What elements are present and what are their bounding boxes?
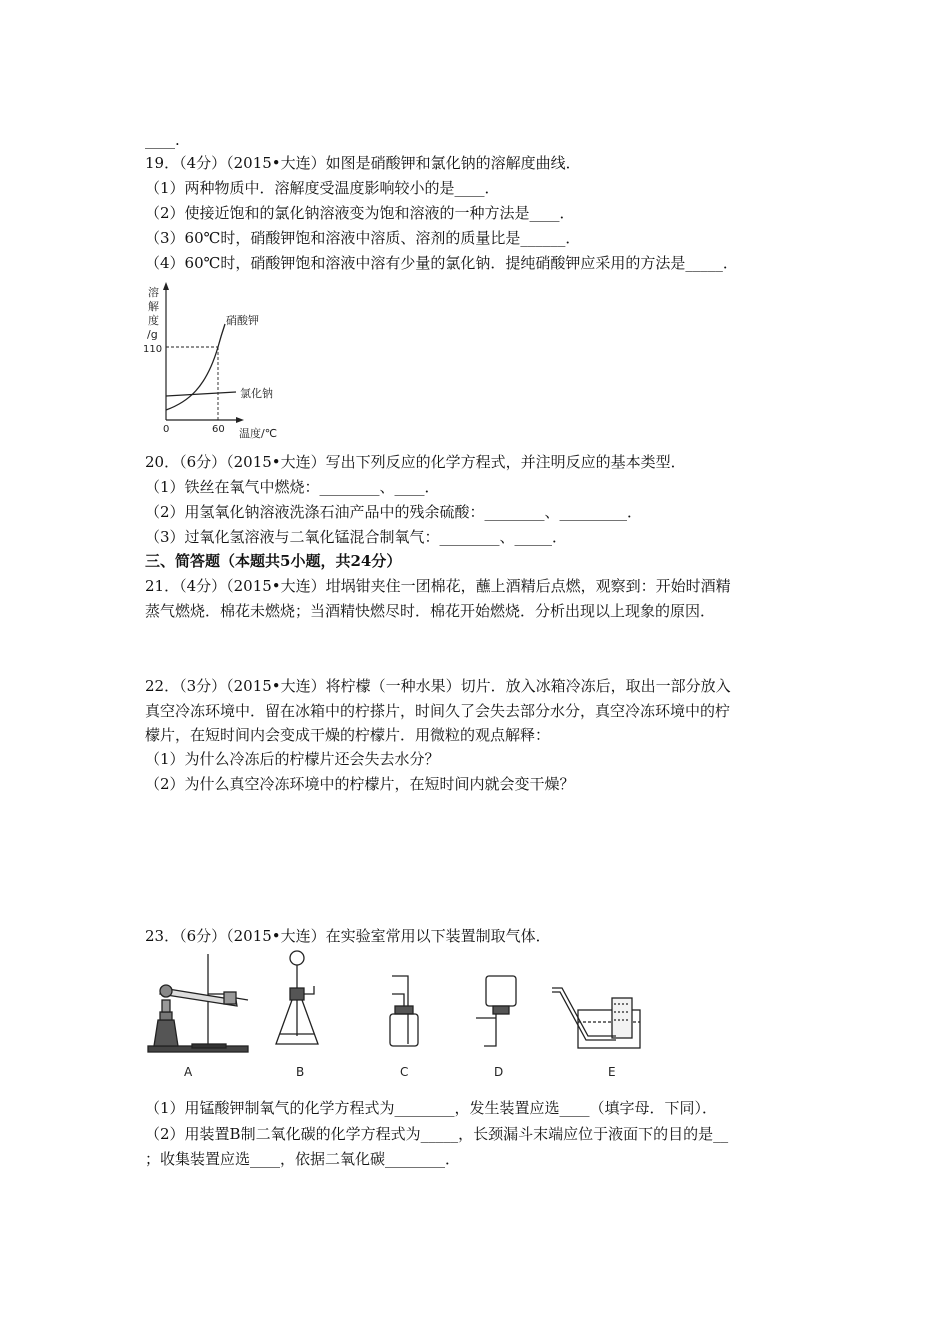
nacl-label: 氯化钠: [240, 387, 273, 400]
apparatus-a: [148, 954, 248, 1052]
ylabel-char-2: 解: [148, 300, 159, 313]
apparatus-b: [276, 951, 318, 1044]
q22-part1: （1）为什么冷冻后的柠檬片还会失去水分？: [145, 750, 440, 768]
label-c: C: [400, 1065, 409, 1079]
q19-stem: 19．（4分）（2015•大连）如图是硝酸钾和氯化钠的溶解度曲线．: [145, 154, 581, 172]
kno3-curve: [166, 324, 225, 410]
q22-line1: 22．（3分）（2015•大连）将柠檬（一种水果）切片．放入冰箱冷冻后，取出一部分放入: [145, 677, 731, 695]
kno3-label: 硝酸钾: [226, 314, 259, 327]
q22-line2: 真空冷冻环境中．留在冰箱中的柠搽片，时间久了会失去部分水分，真空冷冻环境中的柠: [145, 702, 731, 720]
q21-line2: 蒸气燃烧．棉花未燃烧；当酒精快燃尽时．棉花开始燃烧．分析出现以上现象的原因．: [145, 602, 716, 620]
q23-part1: （1）用锰酸钾制氧气的化学方程式为________，发生装置应选____（填字母．下同）．: [145, 1099, 718, 1117]
label-e: E: [608, 1065, 616, 1079]
q20-part1: （1）铁丝在氧气中燃烧：________、____．: [145, 478, 440, 496]
origin-label: 0: [163, 424, 170, 435]
label-a: A: [184, 1065, 193, 1079]
nacl-curve: [166, 392, 236, 396]
section-heading: 三、简答题（本题共5小题，共24分）: [145, 552, 402, 570]
y-tick-110: 110: [143, 344, 163, 355]
x-axis-label: 温度/℃: [239, 427, 278, 440]
ylabel-char-1: 溶: [148, 286, 159, 299]
q21-line1: 21．（4分）（2015•大连）坩埚钳夹住一团棉花，蘸上酒精后点燃，观察到：开始时酒精: [145, 577, 731, 595]
q23-part2-line2: ；收集装置应选____，依据二氧化碳________．: [145, 1150, 461, 1168]
q22-line3: 檬片，在短时间内会变成干燥的柠檬片．用微粒的观点解释：: [145, 726, 551, 744]
apparatus-figure: [140, 948, 660, 1090]
q20-part3: （3）过氧化氢溶液与二氧化锰混合制氧气：________、_____．: [145, 528, 568, 546]
q20-part2: （2）用氢氧化钠溶液洗涤石油产品中的残余硫酸：________、_________．: [145, 503, 643, 521]
x-tick-60: 60: [212, 424, 225, 435]
q19-part4: （4）60℃时，硝酸钾饱和溶液中溶有少量的氯化钠．提纯硝酸钾应采用的方法是_____．: [145, 254, 738, 272]
x-axis-arrow: [236, 417, 244, 423]
q19-part2: （2）使接近饱和的氯化钠溶液变为饱和溶液的一种方法是____．: [145, 204, 575, 222]
q23-part2-line1: （2）用装置B制二氧化碳的化学方程式为_____，长颈漏斗末端应位于液面下的目的是__: [145, 1125, 729, 1143]
ylabel-char-3: 度: [148, 314, 159, 327]
apparatus-d: [476, 976, 516, 1046]
label-b: B: [296, 1065, 305, 1079]
solubility-graph: [140, 280, 300, 442]
q19-part1: （1）两种物质中．溶解度受温度影响较小的是____．: [145, 179, 500, 197]
apparatus-c: [390, 976, 418, 1046]
q20-stem: 20．（6分）（2015•大连）写出下列反应的化学方程式，并注明反应的基本类型．: [145, 453, 686, 471]
ylabel-char-4: /g: [147, 328, 158, 341]
q18-tail: ____.: [145, 131, 180, 149]
apparatus-e: [552, 988, 640, 1048]
q23-stem: 23．（6分）（2015•大连）在实验室常用以下装置制取气体．: [145, 927, 551, 945]
y-axis-arrow: [163, 282, 169, 290]
label-d: D: [494, 1065, 504, 1079]
q19-part3: （3）60℃时，硝酸钾饱和溶液中溶质、溶剂的质量比是______．: [145, 229, 581, 247]
q22-part2: （2）为什么真空冷冻环境中的柠檬片，在短时间内就会变干燥？: [145, 775, 575, 793]
